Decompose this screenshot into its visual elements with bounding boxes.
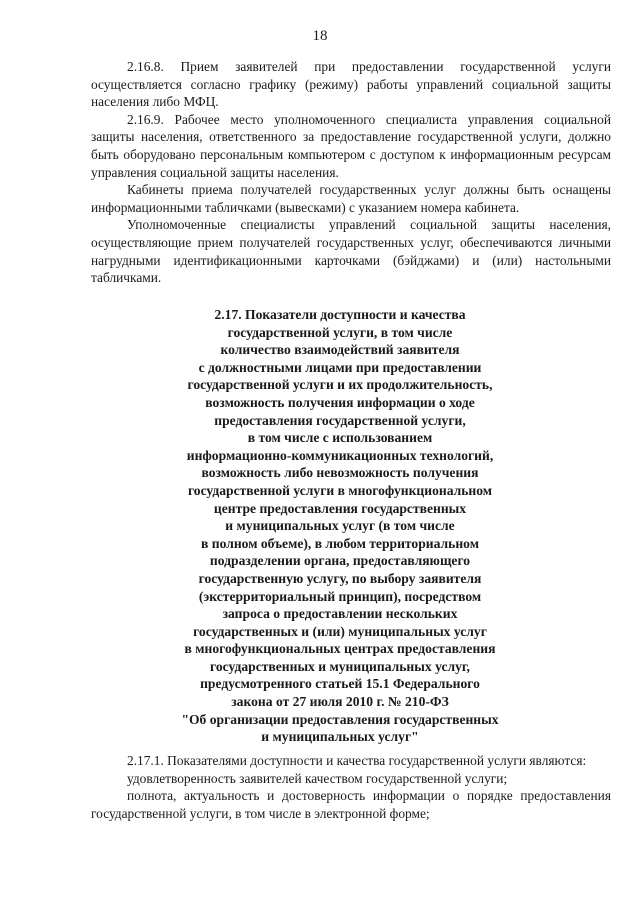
heading-line: количество взаимодействий заявителя — [220, 342, 460, 358]
heading-line: подразделении органа, предоставляющего — [209, 553, 471, 569]
heading-line: возможность получения информации о ходе — [205, 394, 475, 410]
top-text-block — [91, 58, 611, 287]
heading-line: предоставления государственной услуги, — [214, 412, 466, 428]
heading-line: предусмотренного статьей 15.1 Федерального — [200, 676, 480, 692]
heading-line: с должностными лицами при предоставлении — [198, 359, 482, 375]
paragraph-2-16-8: 2.16.8. Прием заявителей при предоставлении государственной услуги осуществляется согласно графику (режиму) работы управлений социальной защиты населения либо МФЦ. — [91, 59, 611, 110]
heading-line: запроса о предоставлении нескольких — [222, 606, 458, 622]
heading-line: государственных и (или) муниципальных услуг — [193, 623, 487, 639]
heading-line: государственную услугу, по выбору заявителя — [198, 570, 482, 586]
heading-line: 2.17. Показатели доступности и качества — [214, 307, 466, 322]
heading-line: и муниципальных услуг" — [261, 729, 419, 745]
heading-line: закона от 27 июля 2010 г. № 210-ФЗ — [231, 694, 449, 710]
heading-line: государственной услуги в многофункциональном — [187, 482, 493, 498]
page-number: 18 — [312, 28, 328, 44]
heading-line: в многофункциональных центрах предоставления — [184, 641, 496, 657]
paragraph-satisfaction: удовлетворенность заявителей качеством государственной услуги; — [127, 770, 508, 786]
paragraph-2-17-1: 2.17.1. Показателями доступности и качества государственной услуги являются: — [127, 753, 587, 768]
heading-line: информационно-коммуникационных технологий, — [186, 447, 494, 463]
heading-line: в полном объеме), в любом территориальном — [201, 535, 479, 551]
heading-line: государственной услуги, в том числе — [227, 324, 453, 340]
heading-line: государственных и муниципальных услуг, — [210, 658, 470, 674]
heading-line: "Об организации предоставления государственных — [181, 711, 499, 727]
paragraph-cabinets: Кабинеты приема получателей государственных услуг должны быть оснащены информационными табличками (вывесками) с указанием номера кабинета. — [91, 182, 611, 215]
heading-line: центре предоставления государственных — [213, 500, 467, 516]
heading-line: государственной услуги и их продолжительность, — [187, 377, 493, 393]
section-heading-2-17 — [120, 306, 560, 746]
paragraph-badges: Уполномоченные специалисты управлений социальной защиты населения, осуществляющие прием получателей государственных услуг, обеспечиваются личными нагрудными идентификационными карточками (бэйджами) и (или) настольными табличками. — [91, 217, 611, 286]
paragraph-completeness: полнота, актуальность и достоверность информации о порядке предоставления государственной услуги, в том числе в электронной форме; — [91, 788, 611, 821]
bottom-text-block — [91, 752, 611, 822]
heading-line: в том числе с использованием — [247, 430, 433, 446]
heading-line: (экстерриториальный принцип), посредством — [198, 588, 482, 604]
paragraph-2-16-9: 2.16.9. Рабочее место уполномоченного специалиста управления социальной защиты населения, ответственного за предоставление государственной услуги, должно быть оборудовано персональным компьютером с доступом к информационным ресурсам управления социальной защиты населения. — [91, 111, 611, 180]
heading-line: возможность либо невозможность получения — [201, 465, 479, 481]
heading-line: и муниципальных услуг (в том числе — [225, 518, 455, 534]
